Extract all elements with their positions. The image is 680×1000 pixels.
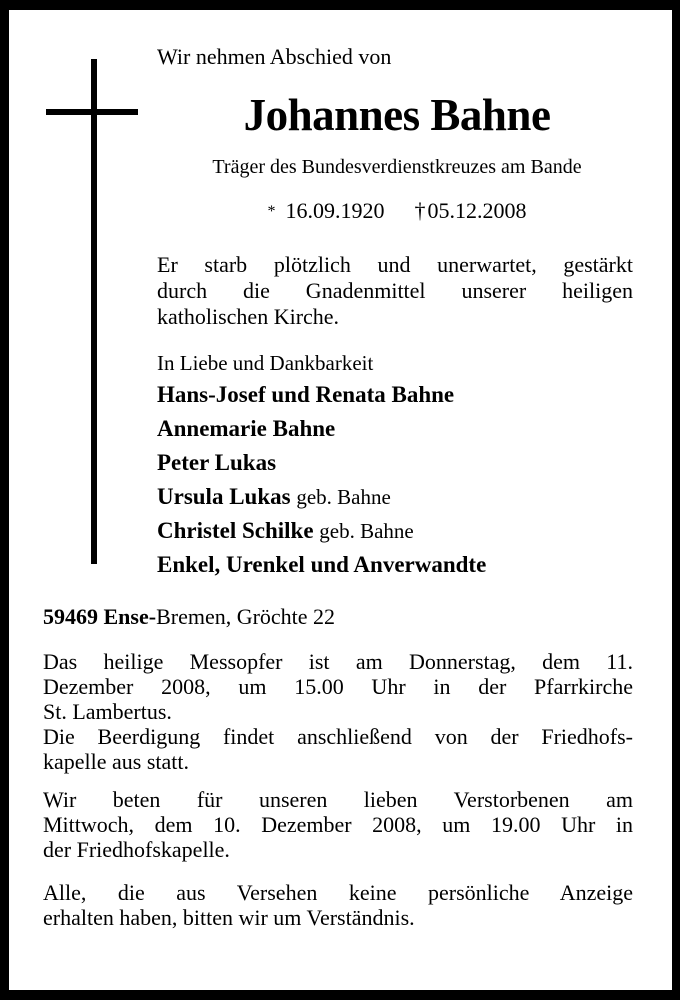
- address: 59469 Ense-Bremen, Gröchte 22: [43, 604, 336, 629]
- death-cross-icon: †: [414, 198, 426, 223]
- family-member: Annemarie Bahne: [157, 416, 336, 441]
- death-date: 05.12.2008: [427, 198, 527, 223]
- burial-line: Die Beerdigung findet anschließend von der Friedhofs-: [43, 724, 633, 749]
- family-member: Christel Schilke geb. Bahne: [157, 518, 414, 543]
- family-member: Hans-Josef und Renata Bahne: [157, 382, 455, 407]
- family-lead: In Liebe und Dankbarkeit: [157, 351, 374, 375]
- statement: [157, 252, 633, 330]
- statement-line: durch die Gnadenmittel unserer heiligen: [157, 278, 633, 303]
- statement-line: katholischen Kirche.: [157, 304, 340, 329]
- intro-text: Wir nehmen Abschied von: [157, 44, 392, 69]
- deceased-name: Johannes Bahne: [243, 90, 551, 140]
- birth-date: 16.09.1920: [285, 198, 385, 223]
- statement-line: Er starb plötzlich und unerwartet, gestärkt: [157, 252, 633, 277]
- family-member: Peter Lukas: [157, 450, 277, 475]
- prayer-paragraph: Wir beten für unseren lieben Verstorbenen am Mittwoch, dem 10. Dezember 2008, um 19.00 Uhr in der Friedhofskapelle.: [43, 787, 633, 862]
- life-dates: [157, 198, 637, 225]
- honor-text: Träger des Bundesverdienstkreuzes am Bande: [212, 156, 582, 178]
- cross-icon-bar: [46, 109, 138, 115]
- family-member: Ursula Lukas geb. Bahne: [157, 484, 391, 509]
- cross-icon: [91, 59, 97, 564]
- mass-paragraph: Das heilige Messopfer ist am Donnerstag, dem 11. Dezember 2008, um 15.00 Uhr in der Pfarrkirche St. Lambertus. Die Beerdigung findet anschließend von der Friedhofs- kapelle aus statt.: [43, 649, 633, 774]
- closing-paragraph: Alle, die aus Versehen keine persönliche Anzeige erhalten haben, bitten wir um Verständnis.: [43, 880, 633, 930]
- family-member: Enkel, Urenkel und Anverwandte: [157, 552, 487, 577]
- family-list: [157, 350, 486, 582]
- birth-star-icon: *: [267, 203, 276, 220]
- burial-line: kapelle aus statt.: [43, 749, 190, 774]
